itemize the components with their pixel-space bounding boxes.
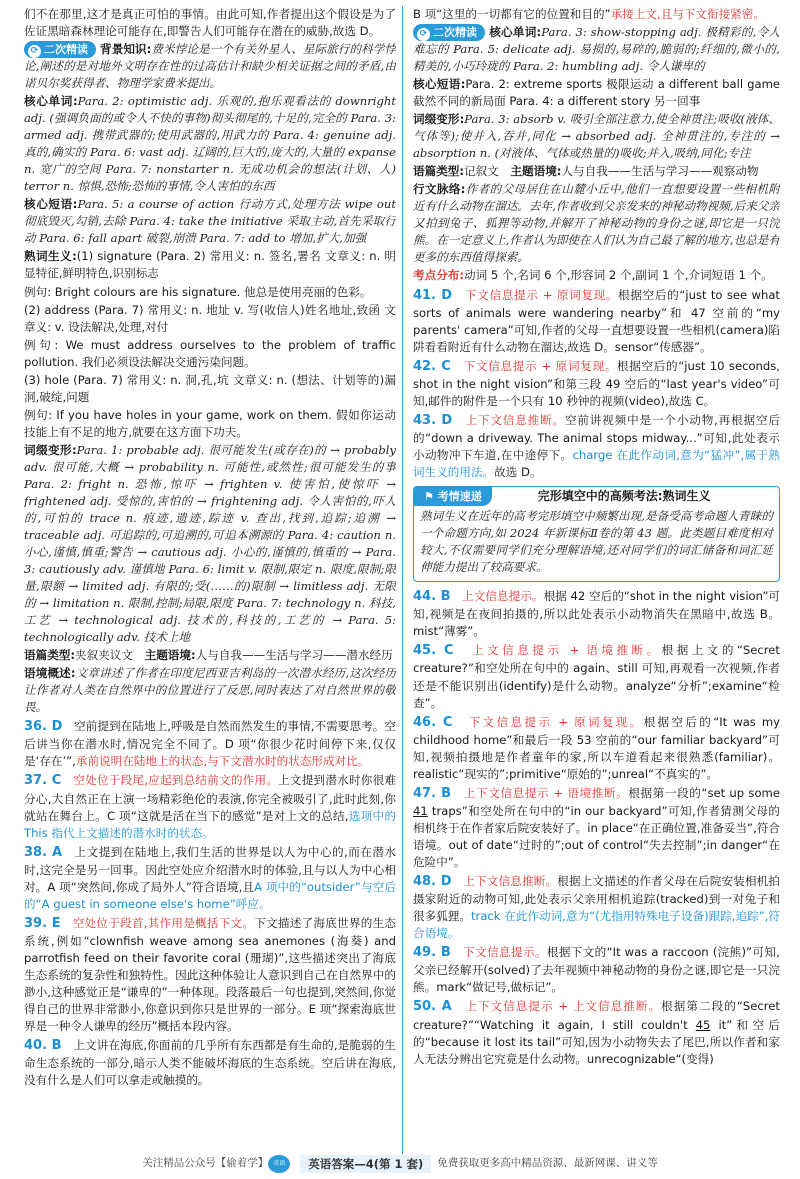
exam-trend-title: 完形填空中的高频考法:熟词生义 [537, 488, 711, 503]
answer-45: 45. C 上文信息提示 + 语境推断。根据上文的“Secret creature?”和空处所在句中的 again、still 可知,再观看一次视频,作者还是不能识别出(identify)是什么动物。analyze“分析”;examine“检查”。 [413, 643, 780, 710]
example-3: 例句: If you have holes in your game, work on them. 假如你运动技能上有不足的地方,就要在这方面下功夫。 [24, 407, 396, 439]
second-reading-badge: ⟳ 二次精读 [24, 41, 96, 58]
example-2: 例句: We must address ourselves to the problem of traffic pollution. 我们必须设法解决交通污染问题。 [24, 337, 396, 369]
book-icon: ⟳ [28, 45, 41, 58]
answer-43: 43. D 上下文信息推断。空前讲视频中是一个小动物,再根据空后的“down a driveway. The animal stops midway...”可知,此处表示小动物冲下车道,在中途停下。charge 在此作动词,意为“猛冲”,属于熟词生义的用法。故选 D。 [413, 412, 780, 480]
affix-variants: 词缀变形:Para. 1: probable adj. 很可能发生(或存在)的 → probably adv. 很可能,大概 → probability n. 可能性,或然性;很可能发生的事 Para. 2: fright n. 恐怖,惊吓 → frighten v. 使害怕,使惊吓 → frightened adj. 受惊的,害怕的 → frightening adj. 令人害怕的,吓人的,可怕的 trace n. 痕迹,遗迹,踪迹 v. 查出,找到,追踪;追溯 → traceable adj. 可追踪的,可追溯的,可追本溯源的 Para. 4: caution n. 小心,谨慎,慎重;警告 → cautious adj. 小心的,谨慎的,慎重的 → Para. 3: cautiously adv. 谨慎地 Para. 6: limit v. 限制,限定 n. 限度,限制;限量,限额 → limited adj. 有限的;受(……的)限制 → limitless adj. 无限的 → limitation n. 限制,控制;局限,限度 Para. 7: technology n. 科技,工艺 → technological adj. 技术的,科技的,工艺的 → Para. 5: technologically adv. 技术上地 [24, 442, 396, 645]
affix-variants-d: 词缀变形:Para. 3: absorb v. 吸引全部注意力,使全神贯注;吸收(液体、气体等);使并入,吞并,同化 → absorbed adj. 全神贯注的,专注的 → absorption n. (对液体、气体或热量的)吸收;并入,吸纳,同化;专注 [413, 112, 780, 161]
answer-49: 49. B 下文信息提示。根据下文的“It was a raccoon (浣熊)”可知,父亲已经解开(solved)了去年视频中神秘动物的身份之谜,即它是一只浣熊。mark“做记号,做标记”。 [413, 945, 780, 995]
core-phrases: 核心短语:Para. 5: a course of action 行动方式,处理方法 wipe out 彻底毁灭,勾销,去除 Para. 4: take the initiative 采取主动,首先采取行动 Para. 6: fall apart 破裂,崩溃 Para. 7: add to 增加,扩大,加强 [24, 197, 396, 246]
core-words: 核心单词:Para. 2: optimistic adj. 乐观的,抱乐观看法的 downright adj. (强调负面的或令人不快的事物)彻头彻尾的,十足的,完全的 Para. 3: armed adj. 携带武器的;使用武器的,用武力的 Para. 4: genuine adj. 真的,确实的 Para. 6: vast adj. 辽阔的,巨大的,庞大的,大量的 expanse n. 宽广的空间 Para. 7: nonstarter n. 无成功机会的想法(计划、人) terror n. 惊惧,恐怖;恐怖的事情,令人害怕的东西 [24, 94, 396, 194]
publisher-logo: 英语 [268, 1155, 290, 1173]
core-words-d: ⟳ 二次精读 核心单词:Para. 3: show-stopping adj. 极精彩的,令人难忘的 Para. 5: delicate adj. 易损的,易碎的,脆弱的;纤细的,微小的,精美的,小巧玲珑的 Para. 2: humbling adj. 令人谦卑的 [413, 25, 780, 74]
page-footer [0, 1149, 800, 1179]
exam-trend-box [413, 486, 780, 582]
page-number: 英语答案—4(第 1 套) [300, 1155, 431, 1174]
core-phrases-d: 核心短语:Para. 2: extreme sports 极限运动 a different ball game 截然不同的新局面 Para. 4: a different story 另一回事 [413, 77, 780, 109]
answer-41: 41. D 下文信息提示 + 原词复现。根据空后的“just to see what sorts of animals were wandering nearby”和 47 空前的“my parents' camera”可知,作者的父母一直想要设置一些相机(camera)陷阱看看附近有什么动物在溜达,故选 D。sensor“传感器”。 [413, 287, 780, 354]
right-column [402, 6, 780, 1154]
background-section: ⟳ 二次精读 背景知识:费米悖论是一个有关外星人、星际旅行的科学悖论,阐述的是对地外文明存在性的过高估计和缺少相关证据之间的矛盾,由诺贝尔奖获得者、物理学家费米提出。 [24, 42, 396, 91]
answer-37: 37. C 空处位于段尾,应起到总结前文的作用。上文提到潜水时你很难分心,大自然正在上演一场精彩绝伦的表演,你完全被吸引了,此时此刻,你就站在舞台上。C 项“这就是活在当下的感觉”是对上文的总结,选项中的 This 指代上文描述的潜水时的状态。 [24, 773, 396, 840]
footer-left-text: 关注精品公众号【偷着学】 [142, 1157, 269, 1170]
genre-theme-d: 语篇类型:记叙文 主题语境:人与自我——生活与学习——观察动物 [413, 164, 759, 179]
footer-right-text: 免费获取更多高中精品资源、最新网课、讲义等 [437, 1157, 658, 1170]
test-point-distribution: 考点分布:动词 5 个,名词 6 个,形容词 2 个,副词 1 个,介词短语 1 个。 [413, 268, 773, 283]
flag-icon: ⚑ [424, 490, 438, 504]
meaning-2: (2) address (Para. 7) 常用义: n. 地址 v. 写(收信人)姓名地址,致函 文章义: v. 设法解决,处理,对付 [24, 302, 396, 334]
exam-trend-tag: ⚑ 考情速递 [414, 487, 492, 506]
answer-46: 46. C 下文信息提示 + 原词复现。根据空后的“It was my childhood home”和最后一段 53 空前的“our familiar backyard”可知,视频拍摄地是作者童年的家,所以车道看起来很熟悉(familiar)。realistic“现实的”;primitive“原始的”;unreal“不真实的”。 [413, 714, 780, 781]
text-flow: 行文脉络:作者的父母居住在山麓小丘中,他们一直想要设置一些相机附近有什么动物在溜达。去年,作者收到父亲发来的神秘动物视频,后来父亲又拍到兔子、狐狸等动物,并解开了神秘动物的身份之谜,即它是一只浣熊。在一定意义上,作者认为即使在人们认为自己最了解的地方,也总是有更多的东西值得探索。 [413, 182, 780, 265]
answer-36: 36. D 空前提到在陆地上,呼吸是自然而然发生的事情,不需要思考。空后讲当你在潜水时,情况完全不同了。D 项“你很少花时间停下来,仅仅是‘存在’”,承前说明在陆地上的状态,与下文潜水时的状态形成对比。 [24, 719, 396, 769]
left-column [24, 6, 396, 1154]
book-icon-2: ⟳ [417, 28, 430, 41]
meaning-3: (3) hole (Para. 7) 常用义: n. 洞,孔,坑 文章义: n. (想法、计划等的)漏洞,破绽,问题 [24, 372, 396, 404]
answer-40-cont: B 项“这里的一切都有它的位置和目的”承接上文,且与下文衔接紧密。 [413, 7, 765, 21]
context-summary: 语境概述:文章讲述了作者在印度尼西亚吉利岛的一次潜水经历,这次经历让作者对人类在自然界中的位置进行了反思,同时表达了对自然世界的敬畏。 [24, 666, 396, 715]
passage-c-tail: 们不在那里,这才是真正可怕的事情。由此可知,作者提出这个假设是为了佐证黑暗森林理论可能存在,即警告人们可能存在潜在的威胁,故选 D。 [24, 7, 396, 39]
familiar-word-new-meaning: 熟词生义:(1) signature (Para. 2) 常用义: n. 签名,署名 文章义: n. 明显特征,鲜明特色,识别标志 [24, 249, 396, 281]
answer-39: 39. E 空处位于段首,其作用是概括下文。下文描述了海底世界的生态系统,例如“clownfish weave among sea anemones (海葵) and parrotfish feed on their favorite coral (珊瑚)”,这些描述突出了海底生态系统的复杂性和独特性。因此这种体验让人意识到自己在自然界中的渺小,这种感觉正是“谦卑的”一种体现。段落最后一句也提到,突然间,你觉得自己的世界非常渺小,你意识到你只是世界的一部分。E 项“探索海底世界是一种令人谦卑的经历”概括本段内容。 [24, 915, 396, 1034]
answer-38: 38. A 上文提到在陆地上,我们生活的世界是以人为中心的,而在潜水时,这完全是另一回事。因此空处应介绍潜水时的体验,且与以人为中心相对。A 项“突然间,你成了局外人”符合语境,且A 项中的“outsider”与空后的“A guest in someone else's home”呼应。 [24, 844, 396, 911]
exam-trend-text: 熟词生义在近年的高考完形填空中频繁出现,是备受高考命题人青睐的一个命题方向,如 2024 年新课标Ⅱ卷的第 43 题。此类题目难度相对较大,不仅需要同学们充分理解语境,还对同学们的词汇储备和词汇延伸能力提出了较高要求。 [420, 509, 773, 575]
answer-40: 40. B 上文讲在海底,你面前的几乎所有东西都是有生命的,是脆弱的生命生态系统的一部分,暗示人类不能破坏海底的生态系统。空后讲在海底,没有什么是人们可以拿走或触摸的。 [24, 1038, 396, 1088]
answer-42: 42. C 下文信息提示 + 原词复现。根据空后的“just 10 seconds, shot in the night vision”和第三段 49 空后的“last year's video”可知,邮件的附件是一个只有 10 秒钟的视频(video),故选 C。 [413, 358, 780, 408]
answer-44: 44. B 上文信息提示。根据 42 空后的“shot in the night vision”可知,视频是在夜间拍摄的,所以此处表示小动物消失在黑暗中,故选 B。mist“薄雾”。 [413, 589, 780, 639]
genre-theme: 语篇类型:夹叙夹议文 主题语境:人与自我——生活与学习——潜水经历 [24, 648, 393, 663]
answer-47: 47. B 上下文信息提示 + 语境推断。根据第一段的“set up some 41 traps”和空处所在句中的“in our backyard”可知,作者猜测父母的相机终于在作者家后院安装好了。in place“在正确位置,准备妥当”,符合语境。out of date“过时的”;out of control“失去控制”;in danger“在危险中”。 [413, 785, 780, 869]
answer-50: 50. A 上下文信息提示 + 上文信息推断。根据第二段的“Secret creature?”“Watching it again, I still couldn't 45 it”和空后的“because it lost its tail”可知,因为小动物失去了尾巴,所以作者和家人无法分辨出它究竟是什么动物。unrecognizable“(变得) [413, 999, 780, 1066]
second-reading-badge-2: ⟳ 二次精读 [413, 24, 485, 41]
example-1: 例句: Bright colours are his signature. 他总是使用亮丽的色彩。 [24, 284, 372, 299]
answer-48: 48. D 上下文信息推断。根据上文描述的作者父母在后院安装相机拍摄家附近的动物可知,此处表示父亲用相机追踪(tracked)到一对兔子和很多狐狸。track 在此作动词,意为“(尤指用特殊电子设备)跟踪,追踪”,符合语境。 [413, 874, 780, 941]
